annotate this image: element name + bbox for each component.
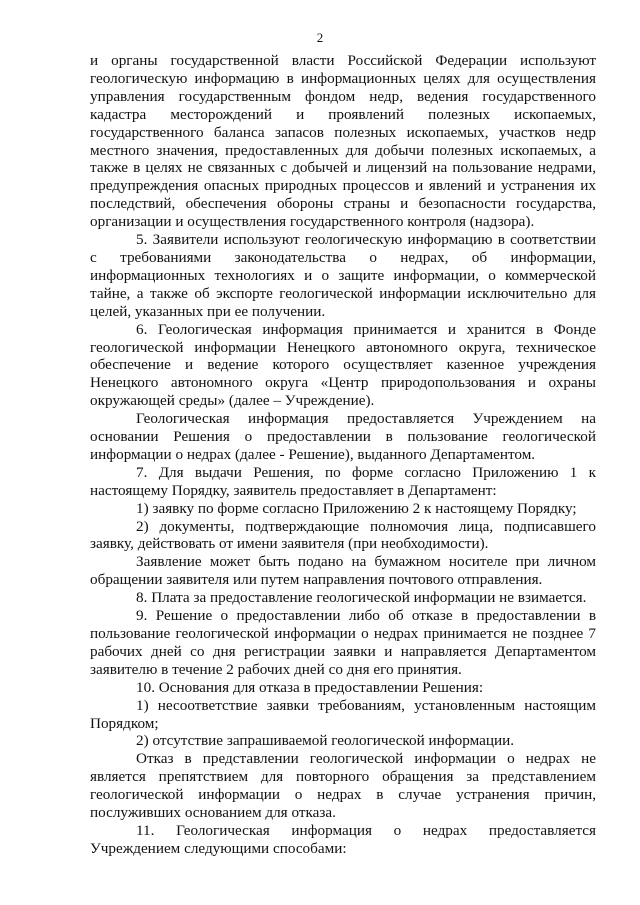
paragraph: и органы государственной власти Российской Федерации используют геологическую информацию в информационных целях для осуществления управления государственным фондом недр, ведения государственного кадастра месторождений и проявлений полезных ископаемых, государственного баланса запасов полезных ископаемых, участков недр местного значения, предоставленных для добычи полезных ископаемых, а также в целях не связанных с добычей и лицензий на пользование недрами, предупреждения опасных природных процессов и явлений и устранения их последствий, обеспечения обороны страны и безопасности государства, организации и осуществления государственного контроля (надзора).: [90, 52, 596, 231]
paragraph: Геологическая информация предоставляется Учреждением на основании Решения о предоставлении в пользование геологической информации о недрах (далее - Решение), выданного Департаментом.: [90, 410, 596, 463]
paragraph: 11. Геологическая информация о недрах предоставляется Учреждением следующими способами:: [90, 821, 596, 857]
paragraph: 10. Основания для отказа в предоставлении Решения:: [136, 678, 484, 696]
paragraph: 1) заявку по форме согласно Приложению 2 к настоящему Порядку;: [136, 499, 577, 517]
paragraph: 5. Заявители используют геологическую информацию в соответствии с требованиями законодательства о недрах, об информации, информационных технологиях и о защите информации, о коммерческой тайне, а также об экспорте геологической информации исключительно для целей, указанных при ее получении.: [90, 231, 596, 320]
paragraph: 2) документы, подтверждающие полномочия лица, подписавшего заявку, действовать от имени заявителя (при необходимости).: [90, 517, 596, 553]
paragraph: 8. Плата за предоставление геологической информации не взимается.: [136, 589, 587, 607]
paragraph: 2) отсутствие запрашиваемой геологической информации.: [136, 732, 515, 750]
paragraph: 1) несоответствие заявки требованиям, установленным настоящим Порядком;: [90, 696, 596, 732]
paragraph: 9. Решение о предоставлении либо об отказе в предоставлении в пользование геологической информации о недрах принимается не позднее 7 рабочих дней со дня регистрации заявки и направляется Департаментом заявителю в течение 2 рабочих дней со дня его принятия.: [90, 607, 596, 678]
paragraph: Заявление может быть подано на бумажном носителе при личном обращении заявителя или путем направления почтового отправления.: [90, 553, 596, 589]
document-body: [90, 52, 596, 858]
paragraph: Отказ в представлении геологической информации о недрах не является препятствием для повторного обращения за представлением геологической информации о недрах в случае устранения причин, послуживших основанием для отказа.: [90, 750, 596, 822]
paragraph: 6. Геологическая информация принимается и хранится в Фонде геологической информации Ненецкого автономного округа, техническое обеспечение и ведение которого осуществляет казенное учреждения Ненецкого автономного округа «Центр природопользования и охраны окружающей среды» (далее – Учреждение).: [90, 320, 596, 410]
page-number: 2: [316, 30, 324, 45]
paragraph: 7. Для выдачи Решения, по форме согласно Приложению 1 к настоящему Порядку, заявитель предоставляет в Департамент:: [90, 463, 596, 499]
